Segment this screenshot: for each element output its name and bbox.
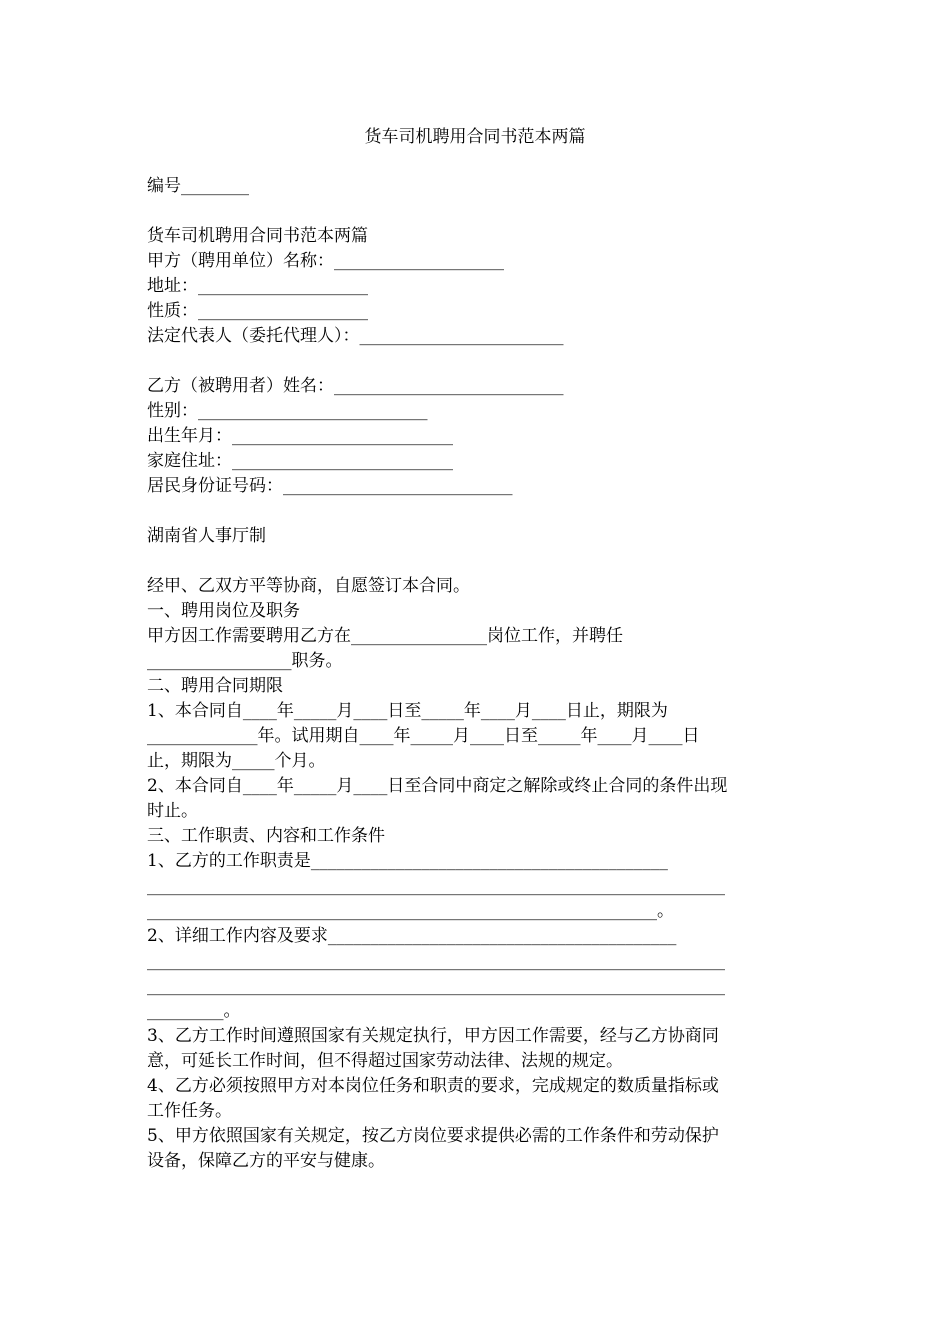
blank-line bbox=[147, 549, 802, 574]
party-b-id-line: 居民身份证号码：___________________________ bbox=[147, 476, 513, 496]
blank-line bbox=[147, 499, 802, 524]
paragraph-line: 工作任务。 bbox=[147, 1101, 232, 1121]
party-b-gender-line: 性别：___________________________ bbox=[147, 401, 428, 421]
section-heading: 三、工作职责、内容和工作条件 bbox=[147, 826, 385, 846]
fill-in-line: ____________________________________________________________________ bbox=[147, 976, 725, 996]
paragraph-line: _________________职务。 bbox=[147, 651, 343, 671]
document-title: 货车司机聘用合同书范本两篇 bbox=[364, 127, 586, 147]
legal-representative-line: 法定代表人（委托代理人）：________________________ bbox=[147, 326, 564, 346]
paragraph-line: 1、本合同自____年_____月____日至_____年____月____日止，期限为 bbox=[147, 701, 668, 721]
fill-in-line: _________。 bbox=[147, 1001, 241, 1021]
preamble-line: 经甲、乙双方平等协商，自愿签订本合同。 bbox=[147, 576, 470, 596]
paragraph-line: 5、甲方依照国家有关规定，按乙方岗位要求提供必需的工作条件和劳动保护 bbox=[147, 1126, 719, 1146]
paragraph-line: 2、本合同自____年_____月____日至合同中商定之解除或终止合同的条件出现 bbox=[147, 776, 728, 796]
paragraph-line: 设备，保障乙方的平安与健康。 bbox=[147, 1151, 385, 1171]
party-a-name-line: 甲方（聘用单位）名称：____________________ bbox=[147, 251, 504, 271]
paragraph-line: 2、详细工作内容及要求_________________________________________ bbox=[147, 926, 677, 946]
party-b-birth-line: 出生年月：__________________________ bbox=[147, 426, 453, 446]
paragraph-line: 3、乙方工作时间遵照国家有关规定执行，甲方因工作需要，经与乙方协商同 bbox=[147, 1026, 719, 1046]
party-b-address-line: 家庭住址：__________________________ bbox=[147, 451, 453, 471]
fill-in-line: ____________________________________________________________。 bbox=[147, 901, 674, 921]
subtitle-line: 货车司机聘用合同书范本两篇 bbox=[147, 226, 368, 246]
blank-line bbox=[147, 349, 802, 374]
paragraph-line: 时止。 bbox=[147, 801, 198, 821]
party-a-address-line: 地址：____________________ bbox=[147, 276, 368, 296]
party-b-name-line: 乙方（被聘用者）姓名：___________________________ bbox=[147, 376, 564, 396]
section-heading: 二、聘用合同期限 bbox=[147, 676, 283, 696]
issuer-line: 湖南省人事厅制 bbox=[147, 526, 266, 546]
paragraph-line: _____________年。试用期自____年_____月____日至_____年____月____日 bbox=[147, 726, 700, 746]
paragraph-line: 意，可延长工作时间，但不得超过国家劳动法律、法规的规定。 bbox=[147, 1051, 623, 1071]
paragraph-line: 4、乙方必须按照甲方对本岗位任务和职责的要求，完成规定的数质量指标或 bbox=[147, 1076, 719, 1096]
fill-in-line: ____________________________________________________________________ bbox=[147, 876, 725, 896]
paragraph-line: 1、乙方的工作职责是__________________________________________ bbox=[147, 851, 668, 871]
blank-line bbox=[147, 199, 802, 224]
fill-in-line: ____________________________________________________________________ bbox=[147, 951, 725, 971]
contract-number-line: 编号________ bbox=[147, 176, 249, 196]
section-heading: 一、聘用岗位及职务 bbox=[147, 601, 300, 621]
paragraph-line: 止，期限为_____个月。 bbox=[147, 751, 326, 771]
party-a-nature-line: 性质：____________________ bbox=[147, 301, 368, 321]
document-body bbox=[147, 174, 802, 1174]
paragraph-line: 甲方因工作需要聘用乙方在________________岗位工作，并聘任 bbox=[147, 626, 623, 646]
